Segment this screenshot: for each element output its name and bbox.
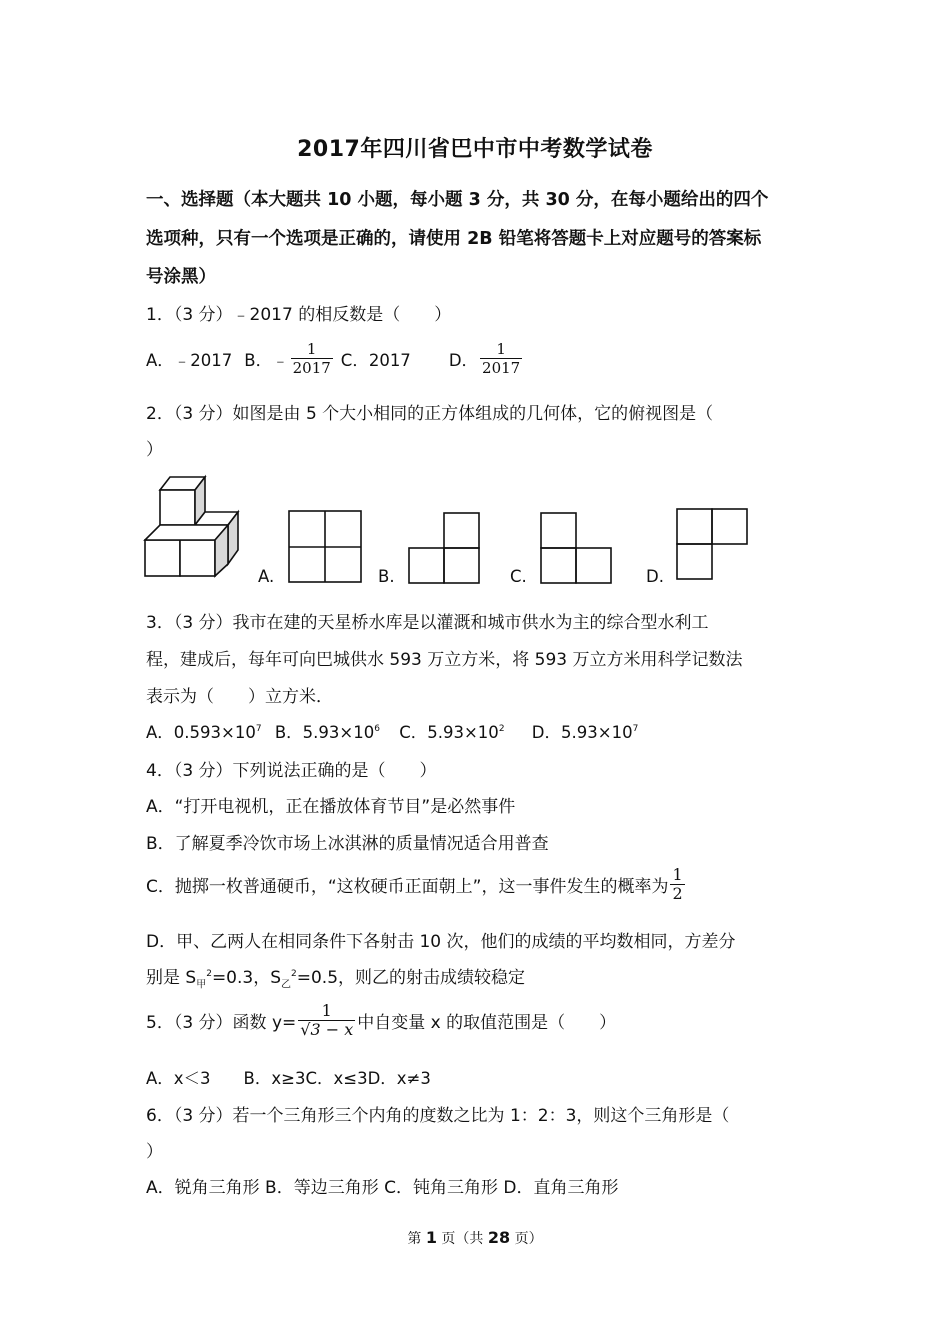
exponent: 6 [374,724,380,734]
q1-option-c: C．2017 [340,350,411,370]
section-heading-line1: 一、选择题（本大题共 10 小题，每小题 3 分，共 30 分，在每小题给出的四个 [146,190,769,210]
q4-option-c-fraction [670,866,684,903]
subscript: 乙 [281,979,292,991]
q1-option-d: D． [448,350,479,370]
fraction-denominator: 2 [672,884,683,903]
fraction-numerator: 1 [672,865,683,884]
text-part: =0.5，则乙的射击成绩较稳定 [296,968,526,988]
exponent: 2 [498,724,505,734]
fraction-numerator: 1 [496,340,506,358]
q1-option-a: A．﹣2017 [146,350,233,370]
fraction-numerator: 1 [321,1001,332,1020]
q2-option-b: B. [378,567,395,586]
q5-stem-start: 5．（3 分）函数 y= [146,1013,297,1033]
q1-option-b: B．﹣ [244,350,289,370]
page-footer [0,1228,950,1248]
q3-option-d: D．5.93×10 [531,723,633,742]
q3-option-a: A．0.593×10 [146,723,256,742]
footer-text: 第 [407,1231,426,1247]
q4-stem: 4．（3 分）下列说法正确的是（ ） [146,761,437,781]
q4-option-a: A．“打开电视机，正在播放体育节目”是必然事件 [146,797,516,817]
solid-figure-icon [140,470,245,582]
section-heading-line2: 选项种，只有一个选项是正确的，请使用 2B 铅笔将答题卡上对应题号的答案标 [146,229,762,249]
q1-option-b-fraction [291,340,333,377]
fraction-denominator: 2017 [482,359,521,377]
fraction-numerator: 1 [306,340,317,358]
q5-options: A．x＜3 B．x≥3C．x≤3D．x≠3 [146,1069,431,1088]
q4-option-d-line1: D．甲、乙两人在相同条件下各射击 10 次，他们的成绩的平均数相同，方差分 [146,932,736,952]
footer-text: 页） [510,1231,543,1247]
text-part: =0.3，S [211,968,282,988]
q3-option-b: B．5.93×10 [274,723,375,742]
q6-stem: 6．（3 分）若一个三角形三个内角的度数之比为 1：2：3，则这个三角形是（ [146,1106,730,1126]
q5-fraction [298,1002,355,1039]
page-title: 2017年四川省巴中市中考数学试卷 [297,137,653,162]
q4-option-c: C．抛掷一枚普通硬币，“这枚硬币正面朝上”，这一事件发生的概率为 [146,877,669,897]
fraction-denominator: 2017 [292,359,331,377]
q6-stem-end: ） [146,1142,163,1162]
q2-option-d: D. [646,567,664,586]
q2-stem: 2．（3 分）如图是由 5 个大小相同的正方体组成的几何体，它的俯视图是（ [146,404,714,424]
exponent: 2 [206,969,212,979]
subscript: 甲 [196,979,207,991]
option-c-view-icon [540,512,614,584]
fraction-denominator: √3 − x [300,1020,354,1039]
q4-option-d-line2 [146,963,525,990]
q6-options: A．锐角三角形 B．等边三角形 C．钝角三角形 D．直角三角形 [146,1178,619,1198]
option-d-view-icon [676,508,750,580]
q3-line2: 程，建成后，每年可向巴城供水 593 万立方米，将 593 万立方米用科学记数法 [146,650,743,670]
q4-option-b: B．了解夏季冷饮市场上冰淇淋的质量情况适合用普查 [146,834,549,854]
footer-text: 页（共 [436,1231,488,1247]
q3-line1: 3．（3 分）我市在建的天星桥水库是以灌溉和城市供水为主的综合型水利工 [146,613,709,633]
q2-option-c: C. [510,567,527,586]
exponent: 7 [255,724,262,734]
q5-stem-end: 中自变量 x 的取值范围是（ ） [357,1013,617,1033]
q2-option-a: A. [258,567,275,586]
q3-line3: 表示为（ ）立方米． [146,687,333,707]
q4-option-c-row [146,866,687,903]
q5-stem [146,1002,616,1039]
section-heading-line3: 号涂黑） [146,267,216,287]
q3-options [146,719,638,743]
option-b-view-icon [408,512,482,584]
text-part: 别是 S [146,968,197,988]
exponent: 2 [291,969,297,979]
total-pages: 28 [487,1228,511,1247]
q1-stem: 1．（3 分）﹣2017 的相反数是（ ） [146,305,452,325]
option-a-view-icon [288,510,364,584]
q1-option-d-fraction [480,340,522,377]
q3-option-c: C．5.93×10 [399,723,499,742]
q2-stem-end: ） [146,440,163,460]
exponent: 7 [632,724,639,734]
q1-options [146,340,524,377]
page-number: 1 [425,1228,437,1247]
